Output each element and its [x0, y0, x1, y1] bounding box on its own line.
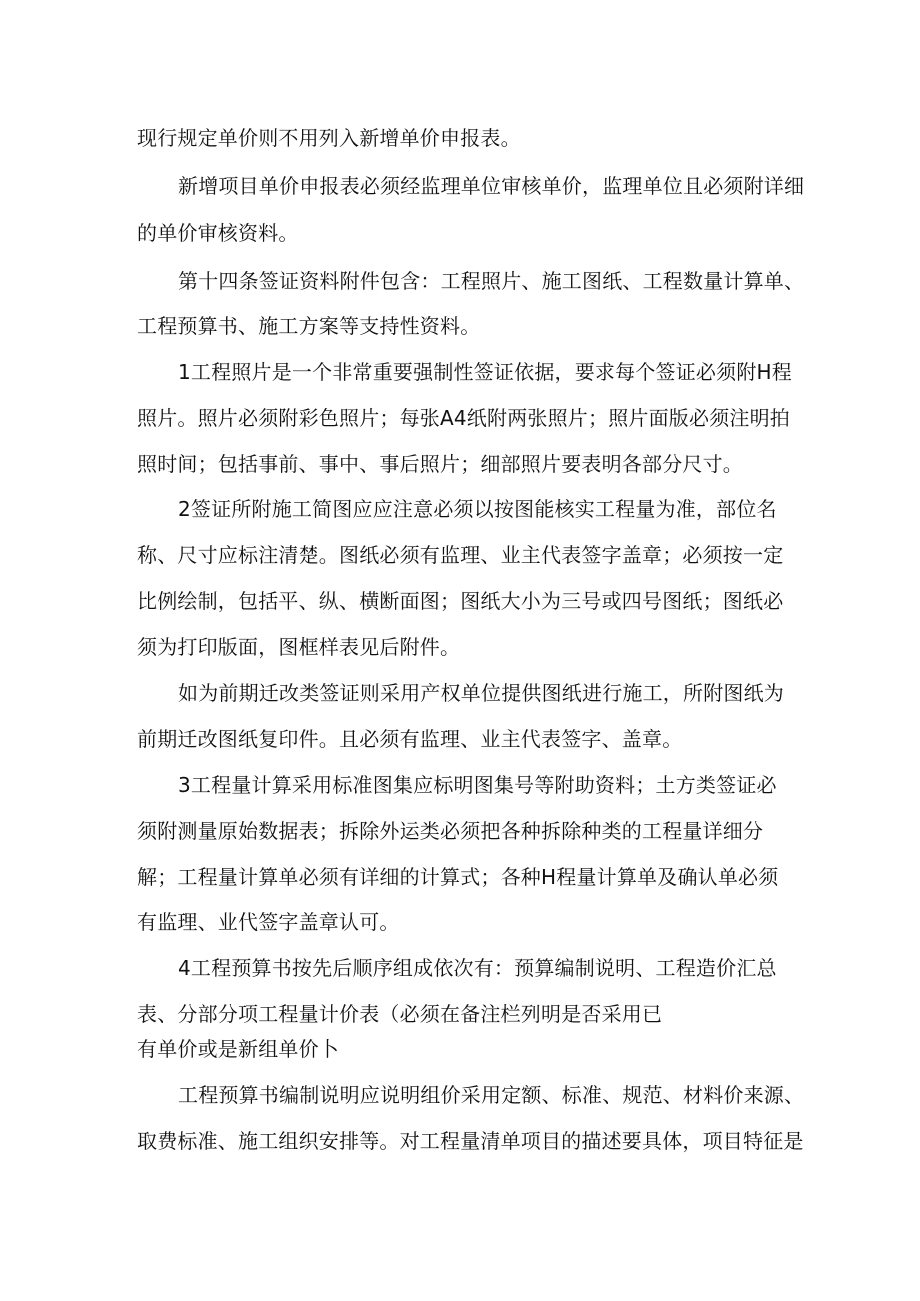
text-line: 比例绘制，包括平、纵、横断面图；图纸大小为三号或四号图纸；图纸必: [137, 589, 784, 613]
text-line: 取费标准、施工组织安排等。对工程量清单项目的描述要具体，项目特征是: [137, 1129, 804, 1153]
text-line: 称、尺寸应标注清楚。图纸必须有监理、业主代表签字盖章；必须按一定: [137, 543, 784, 567]
text-line: 前期迁改图纸复印件。且必须有监理、业主代表签字、盖章。: [137, 727, 683, 751]
text-line: 表、分部分项工程量计价表（必须在备注栏列明是否采用已: [137, 1002, 663, 1026]
text-line: 解；工程量计算单必须有详细的计算式；各种H程量计算单及确认单必须: [137, 865, 779, 889]
text-line: 现行规定单价则不用列入新增单价申报表。: [137, 126, 521, 150]
text-line: 第十四条签证资料附件包含：工程照片、施工图纸、工程数量计算单、: [178, 269, 805, 293]
text-line: 照时间；包括事前、事中、事后照片；细部照片要表明各部分尺寸。: [137, 452, 743, 476]
text-line: 须为打印版面，图框样表见后附件。: [137, 635, 461, 659]
text-line: 有单价或是新组单价卜: [137, 1037, 339, 1061]
text-line: 1工程照片是一个非常重要强制性签证依据，要求每个签证必须附H程: [178, 360, 792, 384]
text-line: 有监理、业代签字盖章认可。: [137, 910, 400, 934]
text-line: 4工程预算书按先后顺序组成依次有：预算编制说明、工程造价汇总: [178, 956, 777, 980]
text-line: 如为前期迁改类签证则采用产权单位提供图纸进行施工，所附图纸为: [178, 681, 784, 705]
text-line: 须附测量原始数据表；拆除外运类必须把各种拆除种类的工程量详细分: [137, 819, 764, 843]
text-line: 新增项目单价申报表必须经监理单位审核单价，监理单位且必须附详细: [178, 174, 805, 198]
text-line: 照片。照片必须附彩色照片；每张A4纸附两张照片；照片面版必须注明拍: [137, 406, 791, 430]
text-line: 工程预算书、施工方案等支持性资料。: [137, 314, 481, 338]
text-line: 工程预算书编制说明应说明组价采用定额、标准、规范、材料价来源、: [178, 1083, 805, 1107]
text-line: 3工程量计算采用标准图集应标明图集号等附助资料；土方类签证必: [178, 773, 777, 797]
text-line: 2签证所附施工简图应应注意必须以按图能核实工程量为准，部位名: [178, 497, 777, 521]
text-line: 的单价审核资料。: [137, 221, 299, 245]
